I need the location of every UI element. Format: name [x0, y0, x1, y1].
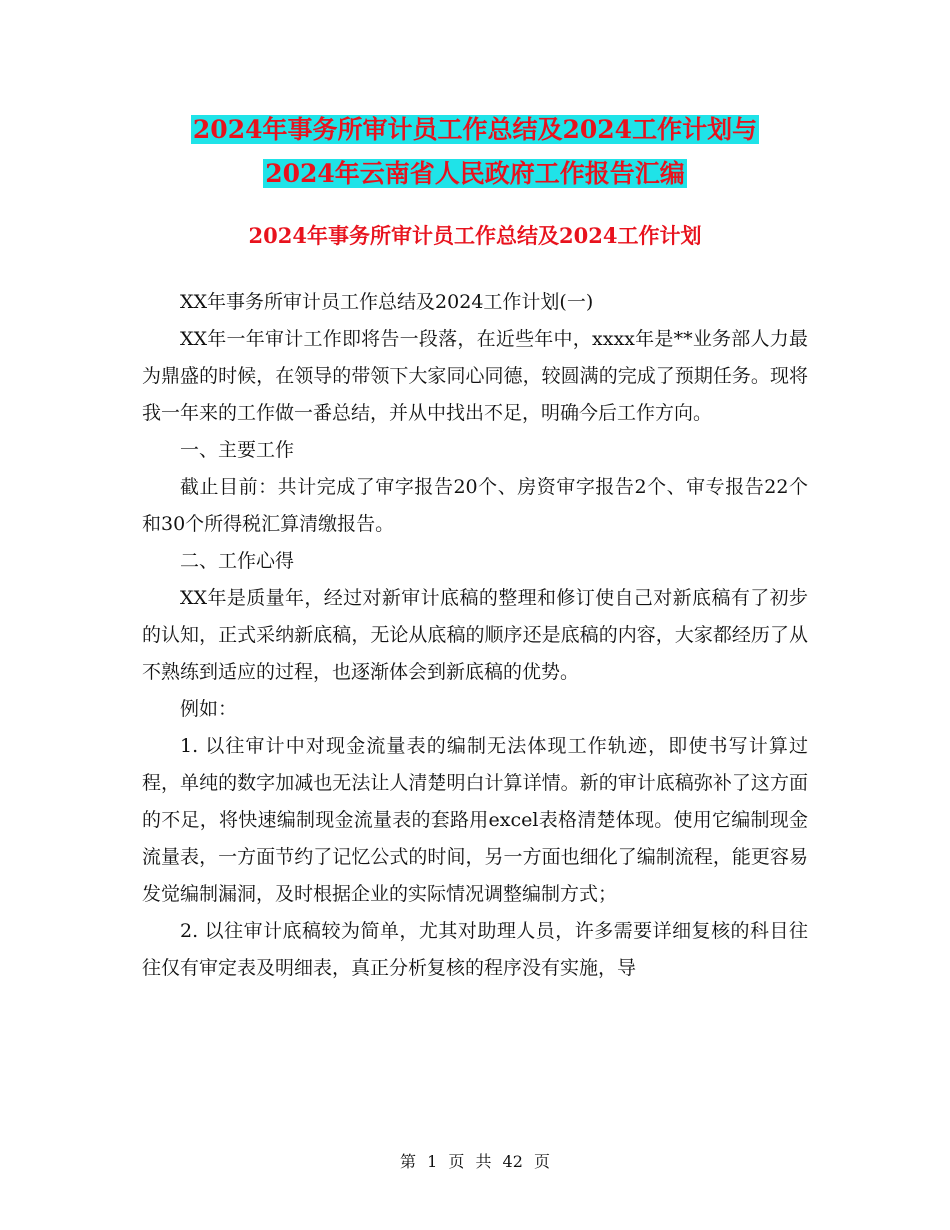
paragraph-intro: XX年一年审计工作即将告一段落，在近些年中，xxxx年是**业务部人力最为鼎盛的时候，在领导的带领下大家同心同德，较圆满的完成了预期任务。现将我一年来的工作做一番总结，并从中找出不足，明确今后工作方向。 — [142, 328, 808, 424]
main-title-line-2 — [0, 154, 950, 194]
heading-main-work: 一、主要工作 — [180, 439, 295, 461]
paragraph-main-work: 截止目前：共计完成了审字报告20个、房资审字报告2个、审专报告22个和30个所得税汇算清缴报告。 — [142, 476, 808, 535]
paragraph-quality-year: XX年是质量年，经过对新审计底稿的整理和修订使自己对新底稿有了初步的认知，正式采纳新底稿，无论从底稿的顺序还是底稿的内容，大家都经历了从不熟练到适应的过程，也逐渐体会到新底稿的优势。 — [142, 587, 808, 683]
paragraph-item-2: 2. 以往审计底稿较为简单，尤其对助理人员，许多需要详细复核的科目往往仅有审定表及明细表，真正分析复核的程序没有实施，导 — [142, 920, 808, 979]
document-body — [142, 284, 808, 987]
paragraph-for-example: 例如： — [180, 698, 238, 720]
main-title-line-1-text: 2024年事务所审计员工作总结及2024工作计划与 — [192, 115, 758, 144]
section-title: 2024年事务所审计员工作总结及2024工作计划 — [248, 223, 702, 248]
page-footer: 第 1 页 共 42 页 — [400, 1152, 550, 1171]
main-title-line-2-text: 2024年云南省人民政府工作报告汇编 — [265, 159, 685, 188]
paragraph-item-1: 1. 以往审计中对现金流量表的编制无法体现工作轨迹，即使书写计算过程，单纯的数字加减也无法让人清楚明白计算详情。新的审计底稿弥补了这方面的不足，将快速编制现金流量表的套路用excel表格清楚体现。使用它编制现金流量表，一方面节约了记忆公式的时间，另一方面也细化了编制流程，能更容易发觉编制漏洞，及时根据企业的实际情况调整编制方式； — [142, 735, 808, 905]
paragraph-subtitle: XX年事务所审计员工作总结及2024工作计划(一) — [180, 291, 594, 313]
heading-work-experience: 二、工作心得 — [180, 550, 295, 572]
main-title-line-1 — [0, 110, 950, 150]
